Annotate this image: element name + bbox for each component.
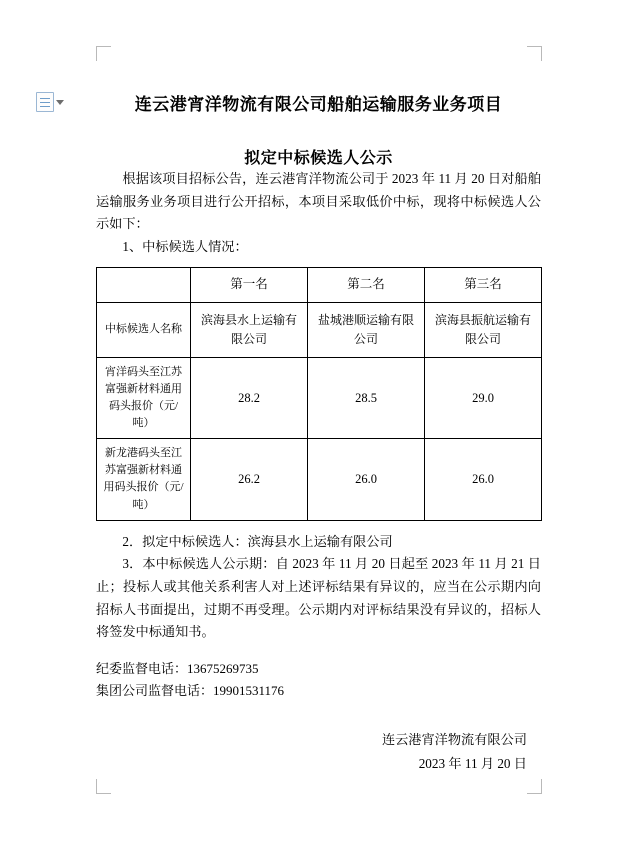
signer-name: 连云港宵洋物流有限公司 — [381, 732, 527, 748]
document-icon — [36, 92, 54, 112]
row-label-0: 中标候选人名称 — [97, 302, 191, 357]
page-title: 连云港宵洋物流有限公司船舶运输服务业务项目 — [134, 95, 503, 114]
group-contact: 集团公司监督电话：19901531176 — [96, 683, 285, 699]
discipline-contact: 纪委监督电话：13675269735 — [96, 661, 259, 677]
table-row — [97, 439, 542, 520]
crop-mark-bottom-right — [527, 779, 542, 794]
row-2-value-0: 26.2 — [191, 439, 308, 520]
table-header-cell-2: 第二名 — [308, 267, 425, 302]
chevron-down-icon[interactable] — [56, 100, 64, 105]
row-2-value-1: 26.0 — [308, 439, 425, 520]
table-row — [97, 302, 542, 357]
signature-date: 2023 年 11 月 20 日 — [418, 756, 527, 772]
signature-block — [96, 728, 541, 776]
table-row — [97, 358, 542, 439]
table-header-cell-0 — [97, 267, 191, 302]
row-1-value-2: 29.0 — [425, 358, 542, 439]
contact-block — [96, 658, 541, 702]
row-1-value-0: 28.2 — [191, 358, 308, 439]
candidates-table — [96, 267, 542, 521]
row-0-value-2: 滨海县振航运输有限公司 — [425, 302, 542, 357]
crop-mark-bottom-left — [96, 779, 111, 794]
table-header-cell-1: 第一名 — [191, 267, 308, 302]
row-0-value-0: 滨海县水上运输有限公司 — [191, 302, 308, 357]
row-0-value-1: 盐城港顺运输有限公司 — [308, 302, 425, 357]
section-3-paragraph: 3．本中标候选人公示期：自 2023 年 11 月 20 日起至 2023 年 11 月 21 日止；投标人或其他关系利害人对上述评标结果有异议的，应当在公示期内向招标人书面提出，过期不再受理。公示期内对评标结果没有异议的，招标人将签发中标通知书。 — [96, 556, 541, 640]
row-2-value-2: 26.0 — [425, 439, 542, 520]
table-header-cell-3: 第三名 — [425, 267, 542, 302]
row-1-value-1: 28.5 — [308, 358, 425, 439]
intro-paragraph: 根据该项目招标公告，连云港宵洋物流公司于 2023 年 11 月 20 日对船舶运输服务业务项目进行公开招标，本项目采取低价中标，现将中标候选人公示如下： — [96, 171, 541, 232]
page-subtitle: 拟定中标候选人公示 — [244, 150, 393, 167]
table-header-row — [97, 267, 542, 302]
row-label-1: 宵洋码头至江苏富强新材料通用码头报价（元/吨） — [97, 358, 191, 439]
document-content — [96, 56, 541, 776]
document-icon-widget[interactable] — [36, 92, 64, 112]
section-2-paragraph: 2．拟定中标候选人：滨海县水上运输有限公司 — [122, 533, 393, 549]
section-1-heading: 1、中标候选人情况： — [122, 239, 248, 255]
row-label-2: 新龙港码头至江苏富强新材料通用码头报价（元/吨） — [97, 439, 191, 520]
